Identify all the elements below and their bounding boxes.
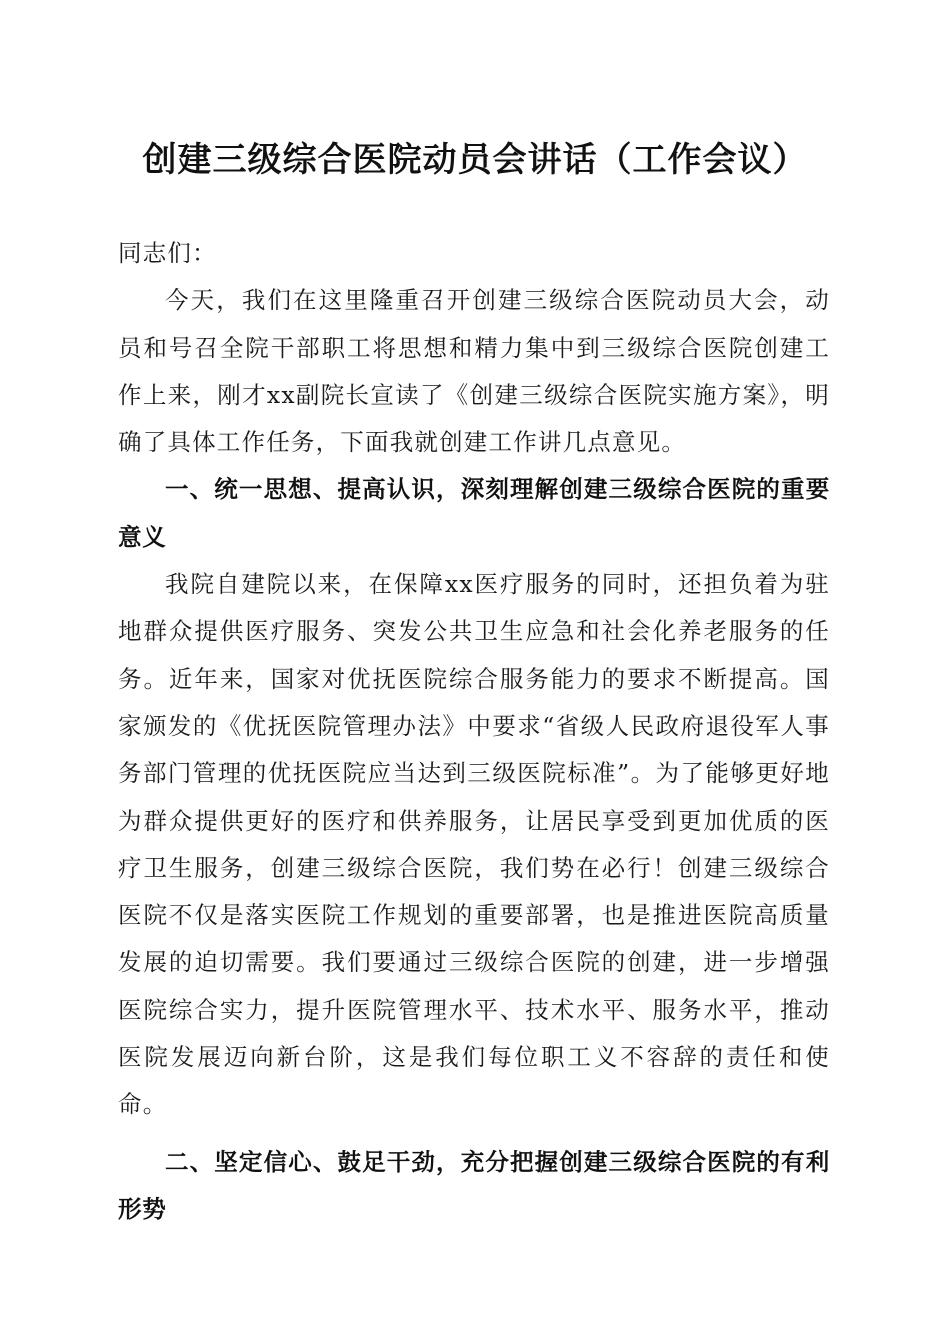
section-1-paragraph: 我院自建院以来，在保障xx医疗服务的同时，还担负着为驻地群众提供医疗服务、突发公共卫生应急和社会化养老服务的任务。近年来，国家对优抚医院综合服务能力的要求不断提高。国家颁发的《优抚医院管理办法》中要求“省级人民政府退役军人事务部门管理的优抚医院应当达到三级医院标准”。为了能够更好地为群众提供更好的医疗和供养服务，让居民享受到更加优质的医疗卫生服务，创建三级综合医院，我们势在必行！创建三级综合医院不仅是落实医院工作规划的重要部署，也是推进医院高质量发展的迫切需要。我们要通过三级综合医院的创建，进一步增强医院综合实力，提升医院管理水平、技术水平、服务水平，推动医院发展迈向新台阶，这是我们每位职工义不容辞的责任和使命。 [118,570,830,1119]
section-2-heading: 二、坚定信心、鼓足干劲，充分把握创建三级综合医院的有利形势 [118,1147,830,1223]
salutation: 同志们： [118,239,217,267]
intro-paragraph: 今天，我们在这里隆重召开创建三级综合医院动员大会，动员和号召全院干部职工将思想和精力集中到三级综合医院创建工作上来，刚才xx副院长宣读了《创建三级综合医院实施方案》，明确了具体工作任务，下面我就创建工作讲几点意见。 [118,286,830,457]
document-body [118,230,830,1233]
document-title: 创建三级综合医院动员会讲话（工作会议） [142,140,808,180]
section-1-heading: 一、统一思想、提高认识，深刻理解创建三级综合医院的重要意义 [118,475,830,551]
